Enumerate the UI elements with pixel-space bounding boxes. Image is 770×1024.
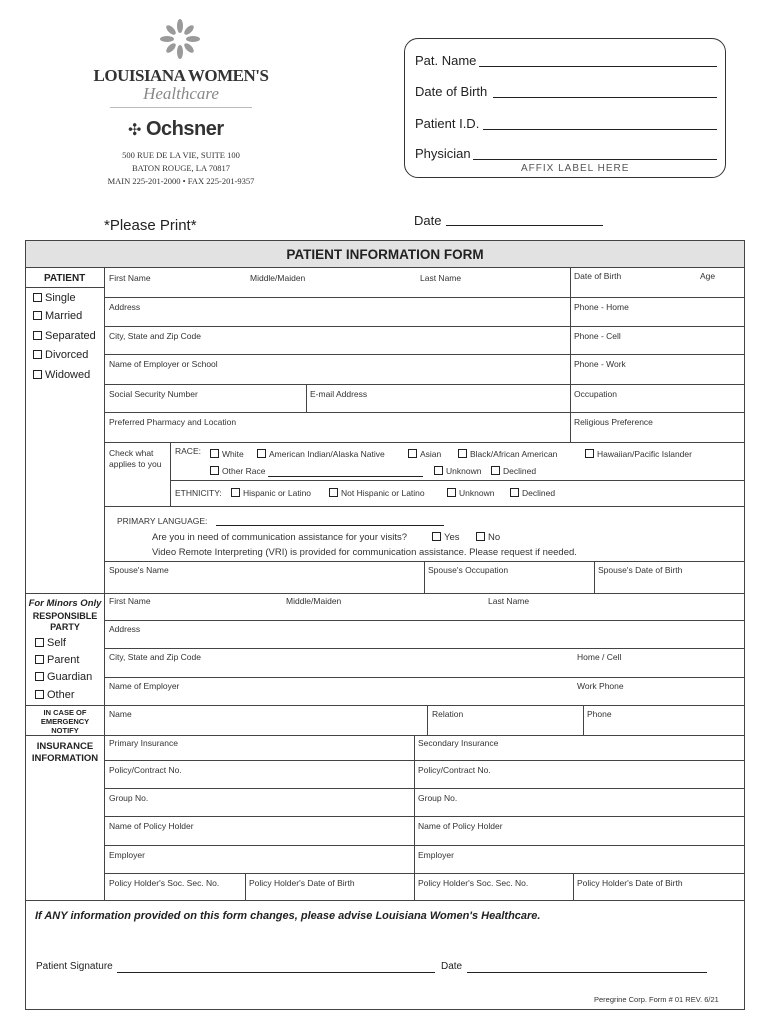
holder-dob-label-1: Policy Holder's Date of Birth	[249, 878, 355, 888]
patient-id-label: Patient I.D.	[415, 116, 480, 131]
party-label: PARTY	[50, 622, 80, 632]
date-line[interactable]	[446, 225, 603, 226]
dob-label: Date of Birth	[415, 84, 488, 99]
resp-work-phone-label: Work Phone	[577, 681, 624, 691]
checkbox[interactable]	[33, 370, 42, 379]
holder-label-2: Name of Policy Holder	[418, 821, 503, 831]
org-name: LOUISIANA WOMEN'S	[93, 66, 269, 85]
checkbox[interactable]	[33, 331, 42, 340]
primary-language-label: PRIMARY LANGUAGE:	[117, 516, 208, 526]
dob-line[interactable]	[493, 97, 717, 98]
row-line	[104, 873, 744, 874]
marital-widowed[interactable]: Widowed	[33, 369, 90, 381]
affix-label-box	[404, 38, 726, 178]
address-line-1: 500 RUE DE LA VIE, SUITE 100	[122, 150, 240, 160]
race-native[interactable]: American Indian/Alaska Native	[257, 449, 385, 459]
race-hawaiian[interactable]: Hawaiian/Pacific Islander	[585, 449, 692, 459]
divider	[306, 384, 307, 412]
comm-question: Are you in need of communication assistance for your visits?	[152, 532, 408, 543]
dob-field-label: Date of Birth	[574, 271, 622, 281]
age-label: Age	[700, 271, 716, 281]
checkbox[interactable]	[476, 532, 485, 541]
affix-label-text: AFFIX LABEL HERE	[521, 163, 630, 174]
checkbox[interactable]	[33, 293, 42, 302]
spouse-name-label: Spouse's Name	[109, 565, 169, 575]
insurance-label-1: INSURANCE	[36, 741, 94, 752]
checkbox[interactable]	[585, 449, 594, 458]
change-notice: If ANY information provided on this form changes, please advise Louisiana Women's Healthcare.	[35, 910, 541, 922]
section-divider	[26, 735, 744, 736]
race-asian[interactable]: Asian	[408, 449, 441, 459]
marital-divorced[interactable]: Divorced	[33, 349, 88, 361]
policy-label-2: Policy/Contract No.	[418, 765, 491, 775]
ochsner-logo: ✣ Ochsner	[128, 118, 224, 140]
address-line-2: BATON ROUGE, LA 70817	[131, 163, 231, 173]
pharmacy-label: Preferred Pharmacy and Location	[109, 417, 237, 427]
resp-city-label: City, State and Zip Code	[109, 652, 201, 662]
race-black[interactable]: Black/African American	[458, 449, 557, 459]
section-divider	[26, 900, 744, 901]
checkbox[interactable]	[458, 449, 467, 458]
address-line-3: MAIN 225-201-2000 • FAX 225-201-9357	[107, 176, 255, 186]
race-unknown[interactable]: Unknown	[434, 466, 481, 476]
emergency-phone-label: Phone	[587, 709, 612, 719]
divider	[594, 561, 595, 593]
checkbox[interactable]	[35, 672, 44, 681]
checkbox[interactable]	[35, 690, 44, 699]
patient-header: PATIENT	[44, 273, 86, 284]
divider	[427, 705, 428, 735]
spouse-dob-label: Spouse's Date of Birth	[598, 565, 683, 575]
please-print: *Please Print*	[104, 217, 197, 234]
holder-dob-label-2: Policy Holder's Date of Birth	[577, 878, 683, 888]
check-what-label: Check what	[109, 448, 154, 458]
checkbox[interactable]	[257, 449, 266, 458]
employer-label-1: Employer	[109, 850, 145, 860]
emergency-label-1: IN CASE OF	[43, 708, 87, 717]
row-line	[104, 297, 744, 298]
pat-name-line[interactable]	[479, 66, 717, 67]
form-id: Peregrine Corp. Form # 01 REV. 6/21	[594, 995, 719, 1004]
comm-yes[interactable]: Yes	[432, 532, 460, 543]
ethnicity-not-hispanic[interactable]: Not Hispanic or Latino	[329, 488, 425, 498]
org-subtitle: Healthcare	[143, 84, 219, 103]
marital-separated[interactable]: Separated	[33, 330, 96, 342]
resp-parent[interactable]: Parent	[35, 654, 79, 666]
address-label: Address	[109, 302, 141, 312]
row-line	[104, 816, 744, 817]
row-line	[104, 845, 744, 846]
first-name-label: First Name	[109, 273, 151, 283]
divider	[570, 268, 571, 442]
row-line	[104, 788, 744, 789]
row-line	[170, 480, 744, 481]
checkbox[interactable]	[35, 655, 44, 664]
divider	[245, 873, 246, 900]
checkbox[interactable]	[432, 532, 441, 541]
employer-label: Name of Employer or School	[109, 359, 218, 369]
vri-note: Video Remote Interpreting (VRI) is provided for communication assistance. Please request if needed.	[152, 547, 577, 558]
minors-only-label: For Minors Only	[28, 598, 102, 609]
row-line	[104, 326, 744, 327]
religious-label: Religious Preference	[574, 417, 653, 427]
marital-married[interactable]: Married	[33, 310, 82, 322]
occupation-label: Occupation	[574, 389, 617, 399]
last-name-label: Last Name	[420, 273, 462, 283]
checkbox[interactable]	[33, 311, 42, 320]
secondary-insurance-label: Secondary Insurance	[418, 738, 499, 748]
phone-work-label: Phone - Work	[574, 359, 626, 369]
other-race-line[interactable]	[268, 476, 423, 477]
signature-date-label: Date	[441, 961, 463, 972]
middle-name-label: Middle/Maiden	[250, 273, 306, 283]
group-label-2: Group No.	[418, 793, 458, 803]
checkbox[interactable]	[210, 449, 219, 458]
holder-label-1: Name of Policy Holder	[109, 821, 194, 831]
resp-employer-label: Name of Employer	[109, 681, 180, 691]
race-declined[interactable]: Declined	[491, 466, 536, 476]
divider	[424, 561, 425, 593]
resp-home-cell-label: Home / Cell	[577, 652, 622, 662]
ochsner-leaf-icon: ✣	[128, 122, 142, 139]
left-column-divider	[104, 268, 105, 900]
emergency-label-2: EMERGENCY	[40, 717, 90, 726]
checkbox[interactable]	[510, 488, 519, 497]
spouse-occupation-label: Spouse's Occupation	[428, 565, 509, 575]
date-label: Date	[414, 213, 442, 228]
checkbox[interactable]	[33, 350, 42, 359]
row-line	[104, 384, 744, 385]
ethnicity-unknown[interactable]: Unknown	[447, 488, 494, 498]
patient-id-line[interactable]	[483, 129, 717, 130]
comm-no[interactable]: No	[476, 532, 500, 543]
section-divider	[26, 593, 744, 594]
checkbox[interactable]	[447, 488, 456, 497]
ethnicity-declined[interactable]: Declined	[510, 488, 555, 498]
race-white[interactable]: White	[210, 449, 244, 459]
phone-home-label: Phone - Home	[574, 302, 629, 312]
insurance-label-2: INFORMATION	[31, 753, 99, 764]
ethnicity-hispanic[interactable]: Hispanic or Latino	[231, 488, 311, 498]
resp-other[interactable]: Other	[35, 689, 75, 701]
applies-label: applies to you	[109, 459, 162, 469]
resp-self[interactable]: Self	[35, 637, 66, 649]
resp-guardian[interactable]: Guardian	[35, 671, 92, 683]
checkbox[interactable]	[210, 466, 219, 475]
divider	[170, 442, 171, 506]
row-line	[104, 506, 744, 507]
holder-ssn-label-2: Policy Holder's Soc. Sec. No.	[418, 878, 529, 888]
signature-label: Patient Signature	[36, 961, 113, 972]
group-label-1: Group No.	[109, 793, 149, 803]
form-title: PATIENT INFORMATION FORM	[286, 247, 484, 262]
checkbox[interactable]	[231, 488, 240, 497]
primary-insurance-label: Primary Insurance	[109, 738, 178, 748]
signature-line[interactable]	[117, 972, 435, 973]
checkbox[interactable]	[329, 488, 338, 497]
physician-line[interactable]	[473, 159, 717, 160]
checkbox[interactable]	[408, 449, 417, 458]
logo-divider	[110, 107, 252, 108]
responsible-label: RESPONSIBLE	[32, 611, 98, 621]
physician-label: Physician	[415, 146, 471, 161]
logo-flower-icon	[160, 18, 200, 60]
ssn-label: Social Security Number	[109, 389, 198, 399]
signature-date-line[interactable]	[467, 972, 707, 973]
row-line	[104, 354, 744, 355]
pat-name-label: Pat. Name	[415, 53, 477, 68]
resp-address-label: Address	[109, 624, 141, 634]
marital-single[interactable]: Single	[33, 292, 76, 304]
primary-language-line[interactable]	[216, 525, 444, 526]
race-label: RACE:	[175, 446, 201, 456]
resp-middle-label: Middle/Maiden	[286, 596, 342, 606]
email-label: E-mail Address	[310, 389, 368, 399]
row-line	[104, 442, 744, 443]
resp-first-name-label: First Name	[109, 596, 151, 606]
checkbox[interactable]	[491, 466, 500, 475]
city-label: City, State and Zip Code	[109, 331, 201, 341]
checkbox[interactable]	[434, 466, 443, 475]
row-line	[104, 760, 744, 761]
patient-header-underline	[26, 287, 104, 288]
resp-last-name-label: Last Name	[488, 596, 530, 606]
phone-cell-label: Phone - Cell	[574, 331, 621, 341]
row-line	[104, 412, 744, 413]
divider	[583, 705, 584, 735]
row-line	[104, 620, 744, 621]
ethnicity-label: ETHNICITY:	[175, 488, 222, 498]
row-line	[104, 648, 744, 649]
row-line	[104, 677, 744, 678]
emergency-name-label: Name	[109, 709, 132, 719]
emergency-relation-label: Relation	[432, 709, 464, 719]
section-divider	[26, 705, 744, 706]
race-other[interactable]: Other Race	[210, 466, 265, 476]
checkbox[interactable]	[35, 638, 44, 647]
emergency-label-3: NOTIFY	[51, 726, 79, 735]
holder-ssn-label-1: Policy Holder's Soc. Sec. No.	[109, 878, 220, 888]
divider	[573, 873, 574, 900]
policy-label-1: Policy/Contract No.	[109, 765, 182, 775]
employer-label-2: Employer	[418, 850, 454, 860]
